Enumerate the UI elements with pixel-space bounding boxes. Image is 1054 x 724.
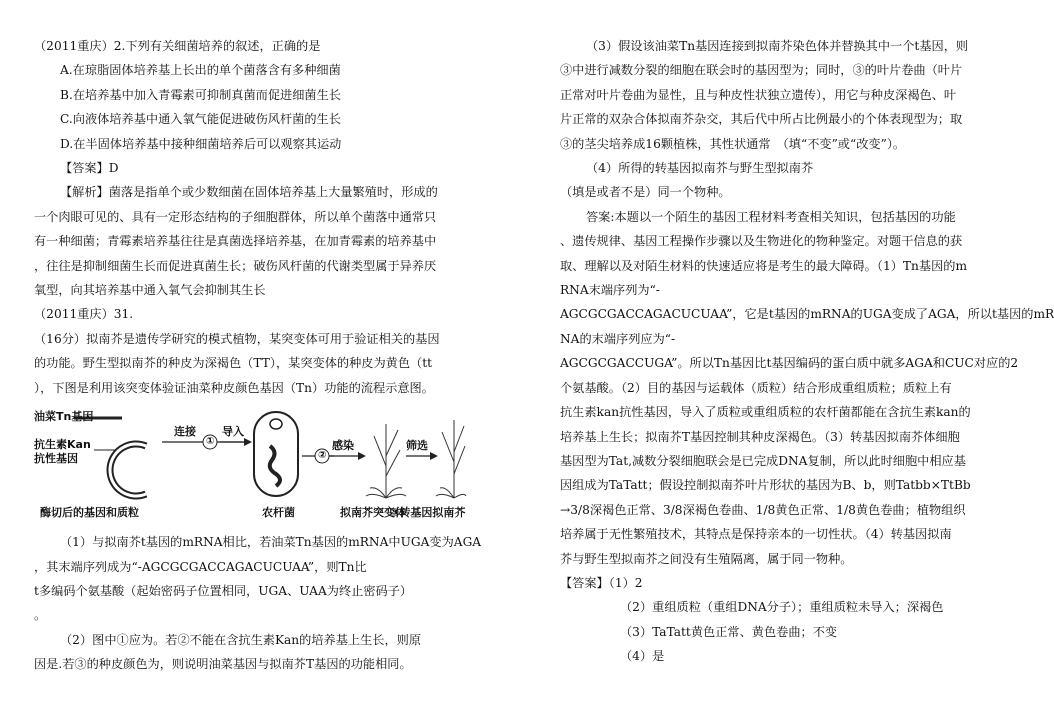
sub-question-3: （3）假设该油菜Tn基因连接到拟南芥染色体并替换其中一个t基因，则 [586,39,969,53]
analysis-line: 一个肉眼可见的、具有一定形态结构的子细胞群体，所以单个菌落中通常只 [34,209,437,224]
answer-line: 【答案】D [60,161,119,176]
explanation-line: 基因型为Tat,减数分裂细胞联会是已完成DNA复制，所以此时细胞中相应基 [560,453,966,468]
option-a: A.在琼脂固体培养基上长出的单个菌落含有多种细菌 [60,63,341,78]
arrow-head [244,438,252,446]
explanation-line: NA的末端序列应为“- [560,331,676,346]
answer-item: （2）重组质粒（重组DNA分子）；重组质粒未导入；深褐色 [620,600,944,615]
sub-question-4: （4）所得的转基因拟南芥与野生型拟南芥 [586,161,814,176]
question-2-header: （2011重庆）2.下列有关细菌培养的叙述，正确的是 [34,39,321,53]
analysis-line: 氧型，向其培养基中通入氧气会抑制其生长 [34,283,266,298]
sub-question-1: ，其末端序列成为“-AGCGCGACCAGACUCUAA”，则Tn比 [34,559,367,574]
gene-label: 油菜Tn基因 [34,410,94,424]
step-2-number: ② [318,450,327,462]
sub-question-3: 片正常的双杂合体拟南芥杂交，其后代中所占比例最小的个体表现型为；取 [560,112,963,127]
arrow-head [358,452,366,460]
mutant-caption: 拟南芥突变体 [340,506,406,520]
bacteria-caption: 农杆菌 [262,506,295,520]
plasmid-in-cell [270,419,282,429]
plasmid-caption: 酶切后的基因和质粒 [40,506,139,520]
answer-item: （3）TaTatt黄色正常、黄色卷曲；不变 [620,624,838,639]
question-31-stem: 的功能。野生型拟南芥的种皮为深褐色（TT），某突变体的种皮为黄色（tt [34,356,432,371]
sub-question-2: 因是.若③的种皮颜色为，则说明油菜基因与拟南芥T基因的功能相同。 [34,657,412,672]
step-connect-label: 连接 [174,425,196,439]
question-31-stem: ），下图是利用该突变体验证油菜种皮颜色基因（Tn）功能的流程示意图。 [34,380,434,395]
explanation-line: 培养基上生长；拟南芥T基因控制其种皮深褐色。（3）转基因拟南芥体细胞 [560,429,960,444]
explanation-line: 答案:本题以一个陌生的基因工程材料考查相关知识，包括基因的功能 [586,209,956,224]
step-screen-label: 筛选 [406,439,428,453]
option-d: D.在半固体培养基中接种细菌培养后可以观察其运动 [60,136,342,151]
sub-question-3: ③中进行减数分裂的细胞在联会时的基因型为；同时，③的叶片卷曲（叶片 [560,63,963,78]
explanation-line: 抗生素kan抗性基因，导入了质粒或重组质粒的农杆菌都能在含抗生素kan的 [560,405,971,420]
option-c: C.向液体培养基中通入氧气能促进破伤风杆菌的生长 [60,112,341,127]
explanation-line: RNA末端序列为“- [560,283,660,298]
step-1-number: ① [206,436,215,448]
sub-question-1: t多编码个氨基酸（起始密码子位置相同，UGA、UAA为终止密码子） [34,583,413,598]
explanation-line: →3/8深褐色正常、3/8深褐色卷曲、1/8黄色正常、1/8黄色卷曲；植物组织 [560,502,966,517]
sub-question-1: 。 [34,608,47,623]
explanation-line: 、遗传规律、基因工程操作步骤以及生物进化的物种鉴定。对题干信息的获 [560,234,963,249]
option-b: B.在培养基中加入青霉素可抑制真菌而促进细菌生长 [60,87,341,102]
arrow-head [430,452,438,460]
step-import-label: 导入 [222,425,244,439]
explanation-line: AGCGCGACCAGACUCUAA”，它是t基因的mRNA的UGA变成了AGA，所以t基因的mR [560,307,1054,322]
sub-question-3: ③的茎尖培养成16颗植株，其性状通常 （填“不变”或“改变”）。 [560,136,906,151]
right-column [560,34,1054,669]
analysis-line: 有一种细菌；青霉素培养基往往是真菌选择培养基，在加青霉素的培养基中 [34,234,437,249]
left-column [34,34,482,677]
explanation-line: 芥与野生型拟南芥之间没有生殖隔离，属于同一物种。 [560,551,853,566]
resistance-label: 抗生素Kan [34,438,91,452]
flow-diagram [34,406,466,526]
explanation-line: 取、理解以及对陌生材料的快速适应将是考生的最大障碍。（1）Tn基因的m [560,258,968,273]
sub-question-4: （填是或者不是）同一个物种。 [560,185,731,200]
explanation-line: 培养属于无性繁殖技术，其特点是保持亲本的一切性状。（4）转基因拟南 [560,527,952,542]
sub-question-2: （2）图中①应为。若②不能在含抗生素Kan的培养基上生长，则原 [60,632,422,647]
plasmid-ring-inner [110,444,146,496]
answer-item: （4）是 [620,649,665,664]
analysis-line: ，往往是抑制细菌生长而促进真菌生长；破伤风杆菌的代谢类型属于异养厌 [34,258,437,273]
transgenic-caption: ③转基因拟南芥 [390,506,466,520]
analysis-line: 【解析】菌落是指单个或少数细菌在固体培养基上大量繁殖时，形成的 [60,185,438,200]
sub-question-3: 正常对叶片卷曲为显性，且与种皮性状独立遗传），用它与种皮深褐色、叶 [560,87,957,102]
explanation-line: 个氨基酸。（2）目的基因与运载体（质粒）结合形成重组质粒；质粒上有 [560,380,952,395]
explanation-line: 因组成为TaTatt；假设控制拟南芥叶片形状的基因为B、b，则Tatbb×TtBb [560,478,971,493]
explanation-line: AGCGCGACCUGA”。所以Tn基因比t基因编码的蛋白质中就多AGA和CUC对应的2 [560,356,1019,371]
mutant-plant [366,424,406,498]
resistance-label: 抗性基因 [34,452,78,466]
question-31-stem: （16分）拟南芥是遗传学研究的模式植物，某突变体可用于验证相关的基因 [34,331,440,346]
answer-header: 【答案】（1）2 [560,575,643,590]
sub-question-1: （1）与拟南芥t基因的mRNA相比，若油菜Tn基因的mRNA中UGA变为AGA [60,535,482,550]
question-31-header: （2011重庆）31. [34,307,134,322]
step-infect-label: 感染 [332,439,354,453]
transgenic-plant [436,420,466,498]
